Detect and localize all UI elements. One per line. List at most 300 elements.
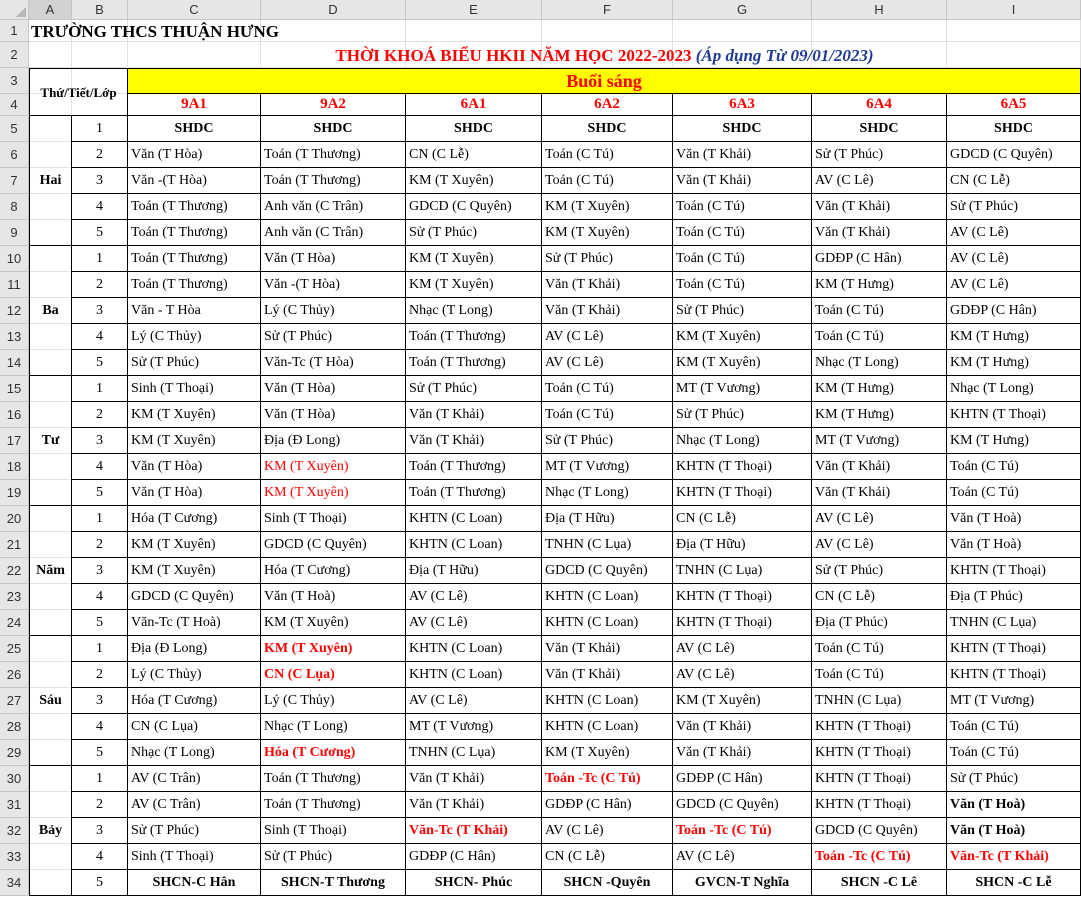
schedule-cell[interactable]: Toán -Tc (C Tú) — [812, 844, 947, 870]
schedule-cell[interactable]: Nhạc (T Long) — [406, 298, 542, 324]
schedule-cell[interactable]: KM (T Xuyên) — [542, 740, 673, 766]
row-header-3[interactable]: 3 — [0, 68, 29, 94]
schedule-cell[interactable]: KM (T Xuyên) — [406, 168, 542, 194]
schedule-cell[interactable]: SHDC — [542, 116, 673, 142]
schedule-cell[interactable]: AV (C Lê) — [673, 636, 812, 662]
schedule-cell[interactable]: KM (T Xuyên) — [542, 220, 673, 246]
schedule-cell[interactable]: KHTN (T Thoại) — [947, 402, 1081, 428]
class-header-6a1[interactable]: 6A1 — [406, 94, 542, 116]
schedule-cell[interactable]: GVCN-T Nghĩa — [673, 870, 812, 896]
schedule-cell[interactable]: Toán (C Tú) — [947, 714, 1081, 740]
schedule-cell[interactable]: SHCN-T Thương — [261, 870, 406, 896]
schedule-cell[interactable]: Sinh (T Thoại) — [261, 818, 406, 844]
schedule-cell[interactable]: KHTN (C Loan) — [542, 714, 673, 740]
schedule-cell[interactable]: KHTN (T Thoại) — [673, 454, 812, 480]
schedule-cell[interactable]: Toán (T Thương) — [261, 142, 406, 168]
school-name[interactable]: TRƯỜNG THCS THUẬN HƯNG — [31, 21, 279, 41]
schedule-cell[interactable]: AV (C Lê) — [542, 324, 673, 350]
schedule-cell[interactable]: GDCD (C Quyên) — [542, 558, 673, 584]
schedule-cell[interactable]: SHCN- Phúc — [406, 870, 542, 896]
period-number[interactable]: 5 — [72, 480, 128, 506]
schedule-cell[interactable]: Toán (T Thương) — [406, 350, 542, 376]
schedule-cell[interactable]: KHTN (T Thoại) — [673, 480, 812, 506]
schedule-cell[interactable]: KM (T Xuyên) — [406, 272, 542, 298]
period-number[interactable]: 4 — [72, 584, 128, 610]
row-header-23[interactable]: 23 — [0, 584, 29, 610]
period-number[interactable]: 4 — [72, 324, 128, 350]
schedule-cell[interactable]: GDĐP (C Hân) — [947, 298, 1081, 324]
schedule-cell[interactable]: Toán (T Thương) — [261, 766, 406, 792]
class-header-6a4[interactable]: 6A4 — [812, 94, 947, 116]
schedule-cell[interactable]: Địa (T Phúc) — [812, 610, 947, 636]
schedule-cell[interactable]: Toán (T Thương) — [261, 168, 406, 194]
schedule-cell[interactable]: Sử (T Phúc) — [128, 350, 261, 376]
schedule-cell[interactable]: Sinh (T Thoại) — [261, 506, 406, 532]
schedule-cell[interactable]: Sử (T Phúc) — [261, 324, 406, 350]
row-header-25[interactable]: 25 — [0, 636, 29, 662]
schedule-cell[interactable]: TNHN (C Lụa) — [406, 740, 542, 766]
schedule-cell[interactable]: Nhạc (T Long) — [542, 480, 673, 506]
column-header-c[interactable]: C — [128, 0, 261, 20]
column-header-a[interactable]: A — [29, 0, 72, 20]
row-header-15[interactable]: 15 — [0, 376, 29, 402]
schedule-cell[interactable]: AV (C Lê) — [812, 168, 947, 194]
schedule-cell[interactable]: GDCD (C Quyên) — [947, 142, 1081, 168]
column-header-e[interactable]: E — [406, 0, 542, 20]
period-number[interactable]: 1 — [72, 246, 128, 272]
schedule-cell[interactable]: Văn-Tc (T Khải) — [406, 818, 542, 844]
schedule-cell[interactable]: Lý (C Thủy) — [128, 662, 261, 688]
schedule-cell[interactable]: Văn (T Hòa) — [128, 480, 261, 506]
schedule-cell[interactable]: Toán -Tc (C Tú) — [542, 766, 673, 792]
period-number[interactable]: 5 — [72, 870, 128, 896]
schedule-cell[interactable]: AV (C Trân) — [128, 766, 261, 792]
schedule-cell[interactable]: KHTN (C Loan) — [406, 662, 542, 688]
schedule-cell[interactable]: Văn (T Hòa) — [128, 142, 261, 168]
schedule-cell[interactable]: TNHN (C Lụa) — [812, 688, 947, 714]
schedule-cell[interactable]: Toán (C Tú) — [812, 636, 947, 662]
period-number[interactable]: 1 — [72, 766, 128, 792]
schedule-cell[interactable]: Sinh (T Thoại) — [128, 376, 261, 402]
period-number[interactable]: 4 — [72, 194, 128, 220]
schedule-cell[interactable]: KM (T Hưng) — [947, 350, 1081, 376]
schedule-cell[interactable]: KM (T Xuyên) — [673, 324, 812, 350]
schedule-cell[interactable]: AV (C Lê) — [947, 272, 1081, 298]
column-header-f[interactable]: F — [542, 0, 673, 20]
schedule-cell[interactable]: Văn (T Hoà) — [947, 792, 1081, 818]
schedule-cell[interactable]: Hóa (T Cương) — [261, 740, 406, 766]
schedule-cell[interactable]: KM (T Xuyên) — [128, 428, 261, 454]
schedule-cell[interactable]: Toán (T Thương) — [128, 272, 261, 298]
schedule-cell[interactable]: KHTN (C Loan) — [406, 532, 542, 558]
schedule-cell[interactable]: KM (T Xuyên) — [542, 194, 673, 220]
schedule-cell[interactable]: KHTN (T Thoại) — [947, 662, 1081, 688]
schedule-cell[interactable]: Văn (T Hòa) — [261, 246, 406, 272]
row-header-7[interactable]: 7 — [0, 168, 29, 194]
schedule-cell[interactable]: Anh văn (C Trân) — [261, 194, 406, 220]
period-number[interactable]: 4 — [72, 844, 128, 870]
schedule-cell[interactable]: Toán (C Tú) — [542, 142, 673, 168]
schedule-cell[interactable]: KHTN (T Thoại) — [812, 740, 947, 766]
row-header-29[interactable]: 29 — [0, 740, 29, 766]
schedule-cell[interactable]: MT (T Vương) — [812, 428, 947, 454]
schedule-cell[interactable]: Văn (T Khải) — [812, 194, 947, 220]
row-header-10[interactable]: 10 — [0, 246, 29, 272]
schedule-cell[interactable]: MT (T Vương) — [673, 376, 812, 402]
schedule-cell[interactable]: KM (T Hưng) — [812, 376, 947, 402]
schedule-cell[interactable]: SHDC — [812, 116, 947, 142]
period-number[interactable]: 5 — [72, 220, 128, 246]
row-header-2[interactable]: 2 — [0, 42, 29, 68]
schedule-cell[interactable]: Văn (T Khải) — [673, 168, 812, 194]
schedule-cell[interactable]: AV (C Lê) — [406, 688, 542, 714]
schedule-cell[interactable]: AV (C Lê) — [542, 818, 673, 844]
row-header-32[interactable]: 32 — [0, 818, 29, 844]
schedule-cell[interactable]: Sử (T Phúc) — [673, 298, 812, 324]
schedule-cell[interactable]: Sử (T Phúc) — [542, 246, 673, 272]
period-number[interactable]: 4 — [72, 454, 128, 480]
class-header-9a2[interactable]: 9A2 — [261, 94, 406, 116]
schedule-cell[interactable]: AV (C Lê) — [812, 532, 947, 558]
row-header-6[interactable]: 6 — [0, 142, 29, 168]
row-header-18[interactable]: 18 — [0, 454, 29, 480]
schedule-cell[interactable]: AV (C Lê) — [673, 662, 812, 688]
schedule-cell[interactable]: KHTN (C Loan) — [542, 584, 673, 610]
period-number[interactable]: 1 — [72, 506, 128, 532]
schedule-cell[interactable]: Văn (T Khải) — [812, 480, 947, 506]
schedule-cell[interactable]: Toán (T Thương) — [128, 194, 261, 220]
schedule-cell[interactable]: Địa (T Hữu) — [673, 532, 812, 558]
schedule-cell[interactable]: Toán (C Tú) — [673, 220, 812, 246]
schedule-cell[interactable]: GDCD (C Quyên) — [128, 584, 261, 610]
schedule-cell[interactable]: KHTN (T Thoại) — [673, 584, 812, 610]
schedule-cell[interactable]: AV (C Lê) — [406, 610, 542, 636]
schedule-cell[interactable]: Toán (C Tú) — [812, 662, 947, 688]
schedule-cell[interactable]: Sử (T Phúc) — [261, 844, 406, 870]
schedule-cell[interactable]: Văn -(T Hòa) — [261, 272, 406, 298]
row-header-26[interactable]: 26 — [0, 662, 29, 688]
schedule-cell[interactable]: KM (T Xuyên) — [673, 688, 812, 714]
schedule-cell[interactable]: Toán (T Thương) — [406, 454, 542, 480]
schedule-cell[interactable]: Văn (T Khải) — [542, 272, 673, 298]
schedule-cell[interactable]: SHCN-C Hân — [128, 870, 261, 896]
schedule-cell[interactable]: SHCN -C Lễ — [947, 870, 1081, 896]
schedule-cell[interactable]: SHDC — [673, 116, 812, 142]
row-header-27[interactable]: 27 — [0, 688, 29, 714]
schedule-cell[interactable]: KHTN (T Thoại) — [812, 714, 947, 740]
period-number[interactable]: 1 — [72, 376, 128, 402]
schedule-cell[interactable]: Văn (T Khải) — [406, 402, 542, 428]
schedule-cell[interactable]: Văn (T Hòa) — [261, 376, 406, 402]
period-number[interactable]: 5 — [72, 610, 128, 636]
class-header-6a5[interactable]: 6A5 — [947, 94, 1081, 116]
row-header-28[interactable]: 28 — [0, 714, 29, 740]
schedule-cell[interactable]: Hóa (T Cương) — [261, 558, 406, 584]
schedule-cell[interactable]: Sử (T Phúc) — [128, 818, 261, 844]
period-number[interactable]: 3 — [72, 298, 128, 324]
schedule-cell[interactable]: Toán (T Thương) — [406, 480, 542, 506]
class-header-9a1[interactable]: 9A1 — [128, 94, 261, 116]
row-header-14[interactable]: 14 — [0, 350, 29, 376]
schedule-cell[interactable]: Địa (T Phúc) — [947, 584, 1081, 610]
select-all-corner[interactable] — [0, 0, 29, 20]
schedule-cell[interactable]: GDĐP (C Hân) — [406, 844, 542, 870]
class-header-6a3[interactable]: 6A3 — [673, 94, 812, 116]
schedule-cell[interactable]: CN (C Lễ) — [947, 168, 1081, 194]
schedule-cell[interactable]: Văn (T Khải) — [812, 220, 947, 246]
schedule-cell[interactable]: Văn (T Hòa) — [128, 454, 261, 480]
schedule-cell[interactable]: Toán (T Thương) — [261, 792, 406, 818]
schedule-cell[interactable]: KM (T Xuyên) — [128, 532, 261, 558]
row-header-30[interactable]: 30 — [0, 766, 29, 792]
schedule-cell[interactable]: GDĐP (C Hân) — [812, 246, 947, 272]
schedule-cell[interactable]: SHCN -Quyên — [542, 870, 673, 896]
schedule-cell[interactable]: Nhạc (T Long) — [812, 350, 947, 376]
column-header-i[interactable]: I — [947, 0, 1081, 20]
schedule-cell[interactable]: CN (C Lễ) — [406, 142, 542, 168]
period-number[interactable]: 5 — [72, 740, 128, 766]
schedule-cell[interactable]: Văn-Tc (T Hoà) — [128, 610, 261, 636]
schedule-cell[interactable]: GDĐP (C Hân) — [673, 766, 812, 792]
schedule-cell[interactable]: Sử (T Phúc) — [947, 766, 1081, 792]
schedule-cell[interactable]: Sử (T Phúc) — [947, 194, 1081, 220]
schedule-cell[interactable]: KHTN (T Thoại) — [673, 610, 812, 636]
schedule-cell[interactable]: Địa (Đ Long) — [128, 636, 261, 662]
schedule-cell[interactable]: GDCD (C Quyên) — [812, 818, 947, 844]
day-label-1[interactable]: Hai — [29, 116, 72, 246]
day-label-5[interactable]: Sáu — [29, 636, 72, 766]
period-number[interactable]: 1 — [72, 636, 128, 662]
period-number[interactable]: 2 — [72, 792, 128, 818]
schedule-cell[interactable]: Nhạc (T Long) — [261, 714, 406, 740]
schedule-cell[interactable]: Nhạc (T Long) — [128, 740, 261, 766]
schedule-cell[interactable]: MT (T Vương) — [542, 454, 673, 480]
schedule-cell[interactable]: Địa (Đ Long) — [261, 428, 406, 454]
schedule-cell[interactable]: Lý (C Thủy) — [128, 324, 261, 350]
schedule-cell[interactable]: CN (C Lễ) — [812, 584, 947, 610]
period-number[interactable]: 3 — [72, 818, 128, 844]
schedule-cell[interactable]: Toán (T Thương) — [128, 246, 261, 272]
schedule-cell[interactable]: KHTN (C Loan) — [542, 610, 673, 636]
schedule-cell[interactable]: Toán (T Thương) — [128, 220, 261, 246]
schedule-cell[interactable]: Văn (T Khải) — [812, 454, 947, 480]
schedule-cell[interactable]: KM (T Hưng) — [812, 402, 947, 428]
schedule-cell[interactable]: Sử (T Phúc) — [406, 220, 542, 246]
schedule-cell[interactable]: Anh văn (C Trân) — [261, 220, 406, 246]
schedule-cell[interactable]: SHDC — [406, 116, 542, 142]
row-header-24[interactable]: 24 — [0, 610, 29, 636]
schedule-cell[interactable]: Văn (T Khải) — [542, 636, 673, 662]
schedule-cell[interactable]: MT (T Vương) — [406, 714, 542, 740]
schedule-cell[interactable]: GDĐP (C Hân) — [542, 792, 673, 818]
schedule-cell[interactable]: Văn (T Khải) — [542, 298, 673, 324]
schedule-cell[interactable]: Văn (T Khải) — [673, 714, 812, 740]
period-number[interactable]: 2 — [72, 272, 128, 298]
schedule-cell[interactable]: SHCN -C Lê — [812, 870, 947, 896]
schedule-cell[interactable]: Văn (T Hoà) — [947, 818, 1081, 844]
column-header-d[interactable]: D — [261, 0, 406, 20]
period-number[interactable]: 3 — [72, 558, 128, 584]
schedule-cell[interactable]: Sử (T Phúc) — [812, 558, 947, 584]
schedule-cell[interactable]: CN (C Lễ) — [673, 506, 812, 532]
period-number[interactable]: 2 — [72, 402, 128, 428]
schedule-cell[interactable]: KM (T Xuyên) — [406, 246, 542, 272]
schedule-cell[interactable]: KM (T Hưng) — [947, 428, 1081, 454]
schedule-cell[interactable]: Văn (T Khải) — [542, 662, 673, 688]
schedule-cell[interactable]: KM (T Xuyên) — [673, 350, 812, 376]
column-header-g[interactable]: G — [673, 0, 812, 20]
schedule-cell[interactable]: KM (T Xuyên) — [128, 402, 261, 428]
class-header-6a2[interactable]: 6A2 — [542, 94, 673, 116]
row-header-5[interactable]: 5 — [0, 116, 29, 142]
schedule-cell[interactable]: Văn (T Hòa) — [261, 402, 406, 428]
period-number[interactable]: 2 — [72, 662, 128, 688]
row-header-20[interactable]: 20 — [0, 506, 29, 532]
schedule-cell[interactable]: GDCD (C Quyên) — [673, 792, 812, 818]
row-header-12[interactable]: 12 — [0, 298, 29, 324]
schedule-cell[interactable]: KHTN (T Thoại) — [812, 792, 947, 818]
schedule-cell[interactable]: Sử (T Phúc) — [812, 142, 947, 168]
schedule-cell[interactable]: GDCD (C Quyên) — [406, 194, 542, 220]
schedule-cell[interactable]: KHTN (C Loan) — [406, 506, 542, 532]
schedule-cell[interactable]: AV (C Lê) — [812, 506, 947, 532]
row-header-4[interactable]: 4 — [0, 94, 29, 116]
schedule-cell[interactable]: Sinh (T Thoại) — [128, 844, 261, 870]
schedule-cell[interactable]: Toán (C Tú) — [673, 272, 812, 298]
row-header-8[interactable]: 8 — [0, 194, 29, 220]
schedule-cell[interactable]: CN (C Lễ) — [542, 844, 673, 870]
schedule-cell[interactable]: Hóa (T Cương) — [128, 688, 261, 714]
schedule-cell[interactable]: Văn (T Hoà) — [947, 532, 1081, 558]
schedule-cell[interactable]: KHTN (T Thoại) — [947, 636, 1081, 662]
schedule-cell[interactable]: KM (T Xuyên) — [261, 636, 406, 662]
schedule-cell[interactable]: MT (T Vương) — [947, 688, 1081, 714]
header-label[interactable]: Thứ/Tiết/Lớp — [29, 68, 128, 116]
period-number[interactable]: 3 — [72, 168, 128, 194]
schedule-cell[interactable]: Văn (T Hoà) — [947, 506, 1081, 532]
row-header-22[interactable]: 22 — [0, 558, 29, 584]
schedule-cell[interactable]: Lý (C Thủy) — [261, 298, 406, 324]
period-number[interactable]: 2 — [72, 142, 128, 168]
schedule-cell[interactable]: KHTN (T Thoại) — [947, 558, 1081, 584]
day-label-6[interactable]: Bảy — [29, 766, 72, 896]
schedule-cell[interactable]: Văn (T Khải) — [406, 766, 542, 792]
row-header-34[interactable]: 34 — [0, 870, 29, 896]
row-header-17[interactable]: 17 — [0, 428, 29, 454]
schedule-cell[interactable]: SHDC — [261, 116, 406, 142]
period-number[interactable]: 2 — [72, 532, 128, 558]
column-header-h[interactable]: H — [812, 0, 947, 20]
schedule-cell[interactable]: CN (C Lụa) — [261, 662, 406, 688]
period-number[interactable]: 3 — [72, 428, 128, 454]
schedule-cell[interactable]: TNHN (C Lụa) — [947, 610, 1081, 636]
schedule-cell[interactable]: KHTN (C Loan) — [542, 688, 673, 714]
schedule-cell[interactable]: Văn-Tc (T Hòa) — [261, 350, 406, 376]
row-header-19[interactable]: 19 — [0, 480, 29, 506]
schedule-cell[interactable]: KM (T Xuyên) — [128, 558, 261, 584]
schedule-cell[interactable]: Toán (C Tú) — [947, 740, 1081, 766]
schedule-cell[interactable]: Toán (C Tú) — [947, 454, 1081, 480]
schedule-cell[interactable]: Sử (T Phúc) — [673, 402, 812, 428]
day-label-2[interactable]: Ba — [29, 246, 72, 376]
schedule-cell[interactable]: Toán (C Tú) — [812, 324, 947, 350]
schedule-cell[interactable]: KM (T Hưng) — [812, 272, 947, 298]
schedule-cell[interactable]: KM (T Xuyên) — [261, 610, 406, 636]
schedule-cell[interactable]: TNHN (C Lụa) — [673, 558, 812, 584]
schedule-cell[interactable]: Toán (T Thương) — [406, 324, 542, 350]
schedule-cell[interactable]: Văn (T Khải) — [673, 142, 812, 168]
row-header-13[interactable]: 13 — [0, 324, 29, 350]
schedule-cell[interactable]: SHDC — [947, 116, 1081, 142]
schedule-cell[interactable]: Sử (T Phúc) — [406, 376, 542, 402]
schedule-cell[interactable]: Văn (T Khải) — [406, 428, 542, 454]
schedule-cell[interactable]: KHTN (T Thoại) — [812, 766, 947, 792]
row-header-11[interactable]: 11 — [0, 272, 29, 298]
schedule-cell[interactable]: Toán (C Tú) — [542, 376, 673, 402]
schedule-cell[interactable]: KM (T Xuyên) — [261, 454, 406, 480]
schedule-cell[interactable]: AV (C Trân) — [128, 792, 261, 818]
period-number[interactable]: 1 — [72, 116, 128, 142]
schedule-cell[interactable]: AV (C Lê) — [673, 844, 812, 870]
schedule-cell[interactable]: AV (C Lê) — [406, 584, 542, 610]
schedule-cell[interactable]: SHDC — [128, 116, 261, 142]
timetable-title[interactable] — [128, 42, 1081, 68]
schedule-cell[interactable]: AV (C Lê) — [947, 220, 1081, 246]
schedule-cell[interactable]: Toán (C Tú) — [947, 480, 1081, 506]
schedule-cell[interactable]: Toán (C Tú) — [673, 194, 812, 220]
schedule-cell[interactable]: Nhạc (T Long) — [947, 376, 1081, 402]
schedule-cell[interactable]: Lý (C Thủy) — [261, 688, 406, 714]
period-number[interactable]: 4 — [72, 714, 128, 740]
period-number[interactable]: 5 — [72, 350, 128, 376]
schedule-cell[interactable]: AV (C Lê) — [947, 246, 1081, 272]
schedule-cell[interactable]: Hóa (T Cương) — [128, 506, 261, 532]
schedule-cell[interactable]: Văn (T Khải) — [406, 792, 542, 818]
day-label-4[interactable]: Năm — [29, 506, 72, 636]
column-header-b[interactable]: B — [72, 0, 128, 20]
row-header-16[interactable]: 16 — [0, 402, 29, 428]
session-label[interactable]: Buổi sáng — [128, 68, 1081, 94]
row-header-31[interactable]: 31 — [0, 792, 29, 818]
schedule-cell[interactable]: Toán (C Tú) — [673, 246, 812, 272]
schedule-cell[interactable]: Địa (T Hữu) — [542, 506, 673, 532]
schedule-cell[interactable]: GDCD (C Quyên) — [261, 532, 406, 558]
schedule-cell[interactable]: Văn -(T Hòa) — [128, 168, 261, 194]
period-number[interactable]: 3 — [72, 688, 128, 714]
row-header-1[interactable]: 1 — [0, 20, 29, 42]
schedule-cell[interactable]: Văn (T Khải) — [673, 740, 812, 766]
schedule-cell[interactable]: Toán -Tc (C Tú) — [673, 818, 812, 844]
schedule-cell[interactable]: Toán (C Tú) — [542, 402, 673, 428]
schedule-cell[interactable]: KM (T Xuyên) — [261, 480, 406, 506]
schedule-cell[interactable]: Văn (T Hoà) — [261, 584, 406, 610]
schedule-cell[interactable]: Nhạc (T Long) — [673, 428, 812, 454]
schedule-cell[interactable]: KHTN (C Loan) — [406, 636, 542, 662]
schedule-cell[interactable]: TNHN (C Lụa) — [542, 532, 673, 558]
schedule-cell[interactable]: AV (C Lê) — [542, 350, 673, 376]
schedule-cell[interactable]: Sử (T Phúc) — [542, 428, 673, 454]
schedule-cell[interactable]: CN (C Lụa) — [128, 714, 261, 740]
schedule-cell[interactable]: KM (T Hưng) — [947, 324, 1081, 350]
schedule-cell[interactable]: Toán (C Tú) — [542, 168, 673, 194]
day-label-3[interactable]: Tư — [29, 376, 72, 506]
row-header-9[interactable]: 9 — [0, 220, 29, 246]
schedule-cell[interactable]: Địa (T Hữu) — [406, 558, 542, 584]
row-header-21[interactable]: 21 — [0, 532, 29, 558]
schedule-cell[interactable]: Văn-Tc (T Khải) — [947, 844, 1081, 870]
row-header-33[interactable]: 33 — [0, 844, 29, 870]
schedule-cell[interactable]: Toán (C Tú) — [812, 298, 947, 324]
